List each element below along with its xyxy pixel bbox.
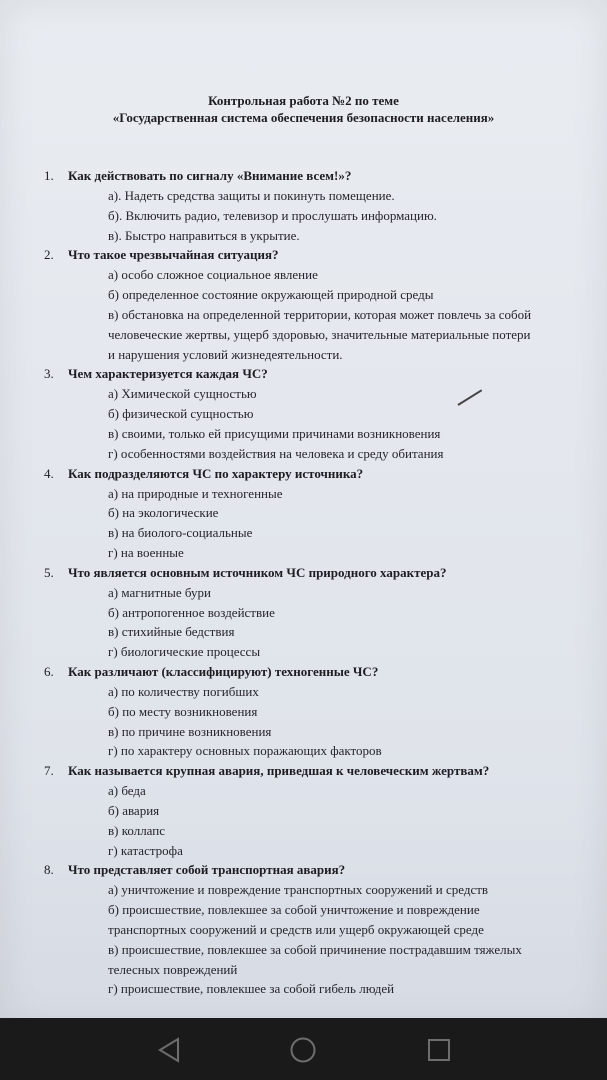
- answer-option: б) на экологические: [108, 505, 219, 521]
- question-item: [0, 464, 607, 563]
- question-heading: [0, 464, 607, 484]
- answer-option: в) по причине возникновения: [108, 723, 272, 739]
- answer-option: б) определенное состояние окружающей природной среды: [108, 287, 434, 303]
- answer-option: а) на природные и техногенные: [108, 485, 283, 501]
- question-item: [0, 662, 607, 761]
- question-item: [0, 563, 607, 662]
- question-item: [0, 166, 607, 245]
- answer-option: б) физической сущностью: [108, 406, 254, 422]
- answer-option: г) на военные: [108, 544, 184, 560]
- question-list: [0, 166, 607, 999]
- answer-option: б) антропогенное воздействие: [108, 604, 275, 620]
- android-nav-bar: [0, 1018, 607, 1080]
- answer-option: человеческие жертвы, ущерб здоровью, значительные материальные потери: [108, 326, 531, 342]
- answer-option: в) стихийные бедствия: [108, 624, 235, 640]
- question-text: Чем характеризуется каждая ЧС?: [68, 366, 268, 382]
- answer-option: б) происшествие, повлекшее за собой уничтожение и повреждение: [108, 902, 480, 918]
- document-title: [0, 92, 607, 126]
- question-number: 6.: [44, 663, 54, 679]
- answer-option: а) уничтожение и повреждение транспортных сооружений и средств: [108, 882, 489, 898]
- answer-options: [0, 484, 607, 563]
- answer-options: [0, 583, 607, 662]
- question-text: Что такое чрезвычайная ситуация?: [68, 247, 279, 263]
- question-number: 4.: [44, 465, 54, 481]
- title-line-1: Контрольная работа №2 по теме: [208, 93, 399, 108]
- answer-options: [0, 384, 607, 463]
- answer-options: [0, 186, 607, 245]
- question-number: 7.: [44, 763, 54, 779]
- answer-option: а) беда: [108, 783, 146, 799]
- question-text: Как называется крупная авария, приведшая к человеческим жертвам?: [68, 763, 490, 779]
- answer-option: в) обстановка на определенной территории, которая может повлечь за собой: [108, 306, 532, 322]
- answer-option: транспортных сооружений и средств или ущерб окружающей среде: [108, 921, 484, 937]
- answer-option: г) катастрофа: [108, 842, 183, 858]
- answer-options: [0, 880, 607, 999]
- circle-home-icon[interactable]: [289, 1036, 317, 1064]
- question-heading: [0, 860, 607, 880]
- question-heading: [0, 166, 607, 186]
- question-text: Как действовать по сигналу «Внимание всем!»?: [68, 168, 352, 183]
- answer-option: б). Включить радио, телевизор и прослушать информацию.: [108, 207, 437, 223]
- square-recent-icon[interactable]: [425, 1036, 453, 1064]
- answer-option: г) биологические процессы: [108, 644, 261, 660]
- question-text: Как подразделяются ЧС по характеру источника?: [68, 465, 364, 481]
- question-item: [0, 245, 607, 364]
- answer-option: а) по количеству погибших: [108, 683, 259, 699]
- question-number: 3.: [44, 366, 54, 382]
- question-heading: [0, 563, 607, 583]
- answer-option: в) коллапс: [108, 822, 166, 838]
- question-text: Как различают (классифицируют) техногенные ЧС?: [68, 663, 379, 679]
- question-heading: [0, 364, 607, 384]
- question-number: 8.: [44, 862, 54, 878]
- question-number: 1.: [44, 168, 54, 183]
- answer-options: [0, 781, 607, 860]
- answer-option: г) происшествие, повлекшее за собой гибель людей: [108, 981, 395, 997]
- answer-option: б) по месту возникновения: [108, 703, 258, 719]
- question-item: [0, 364, 607, 463]
- answer-option: а) магнитные бури: [108, 584, 211, 600]
- answer-option: а) особо сложное социальное явление: [108, 267, 318, 283]
- question-heading: [0, 245, 607, 265]
- answer-option: а) Химической сущностью: [108, 386, 257, 402]
- title-line-2: «Государственная система обеспечения безопасности населения»: [112, 110, 495, 125]
- triangle-back-icon[interactable]: [156, 1036, 184, 1064]
- question-item: [0, 860, 607, 999]
- question-heading: [0, 662, 607, 682]
- answer-option: в). Быстро направиться в укрытие.: [108, 227, 300, 243]
- question-heading: [0, 761, 607, 781]
- answer-option: в) на биолого-социальные: [108, 525, 253, 541]
- question-item: [0, 761, 607, 860]
- question-text: Что является основным источником ЧС природного характера?: [68, 564, 447, 580]
- answer-option: а). Надеть средства защиты и покинуть помещение.: [108, 188, 395, 203]
- question-number: 5.: [44, 564, 54, 580]
- question-number: 2.: [44, 247, 54, 263]
- question-text: Что представляет собой транспортная авария?: [68, 862, 346, 878]
- answer-option: г) особенностями воздействия на человека и среду обитания: [108, 445, 444, 461]
- answer-option: телесных повреждений: [108, 961, 238, 977]
- answer-option: г) по характеру основных поражающих факторов: [108, 743, 382, 759]
- answer-options: [0, 265, 607, 364]
- answer-option: и нарушения условий жизнедеятельности.: [108, 346, 343, 362]
- answer-option: в) своими, только ей присущими причинами возникновения: [108, 425, 441, 441]
- answer-options: [0, 682, 607, 761]
- answer-option: в) происшествие, повлекшее за собой причинение пострадавшим тяжелых: [108, 941, 522, 957]
- answer-option: б) авария: [108, 802, 160, 818]
